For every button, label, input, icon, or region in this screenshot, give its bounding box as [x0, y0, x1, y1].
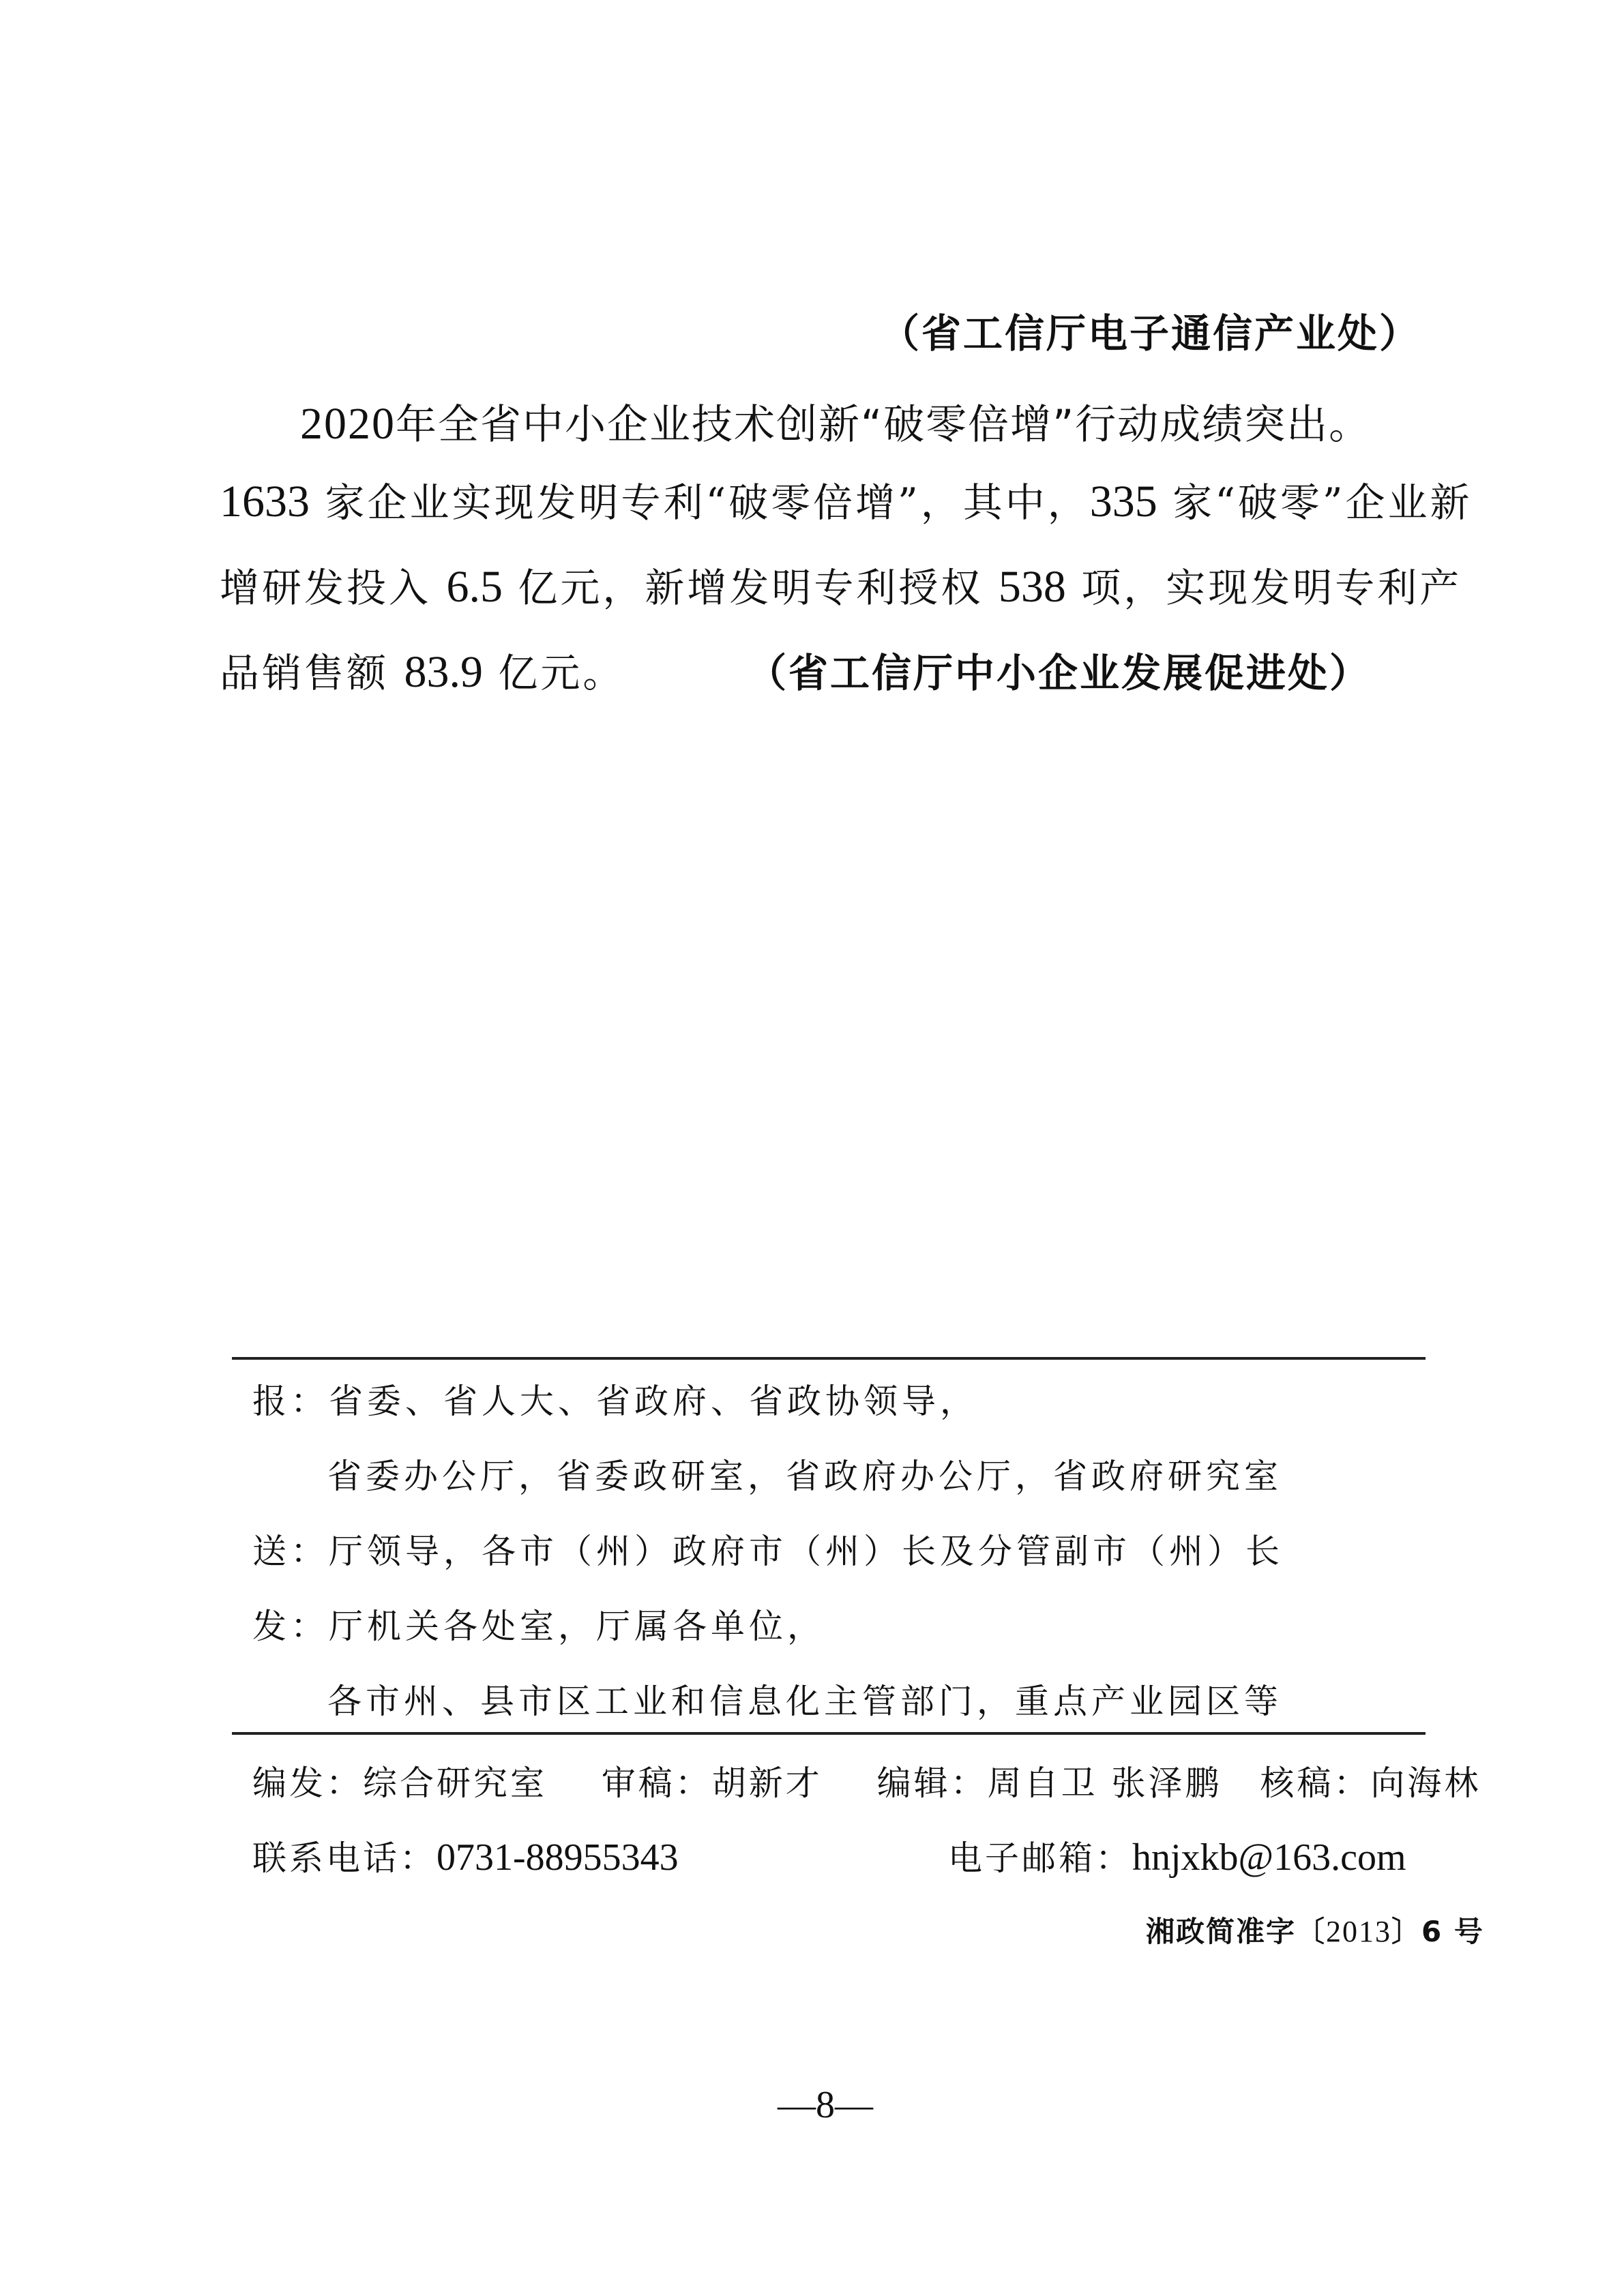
phone-label: 联系电话：	[252, 1838, 437, 1878]
issue-text-1: 厅机关各处室，厅属各单位，	[329, 1607, 825, 1646]
line3-num: 83.9	[404, 647, 483, 697]
send-line	[252, 1524, 1284, 1573]
item1-source: （省工信厅电子通信产业处）	[880, 310, 1421, 357]
checker: 核稿：向海林	[1260, 1763, 1481, 1803]
report-text-1: 省委、省人大、省政府、省政协领导，	[329, 1382, 978, 1421]
line1-text-b: 家“破零”企业新	[1172, 479, 1473, 526]
issue-label: 发：	[252, 1607, 329, 1646]
item2-line-1	[220, 471, 1473, 528]
line2-num2: 538	[998, 562, 1066, 612]
line1-num: 1633	[220, 477, 310, 526]
distribution-top-rule	[232, 1357, 1426, 1360]
item2-line-3	[220, 641, 625, 698]
line3-text-a: 品销售额	[220, 650, 389, 696]
report-label: 报：	[252, 1382, 329, 1421]
permit-suffix: 〕6 号	[1391, 1915, 1484, 1948]
permit-prefix: 湘政简准字〔	[1146, 1915, 1327, 1948]
line3-text-b: 亿元。	[498, 650, 625, 696]
issue-line-2: 各市州、县市区工业和信息化主管部门，重点产业园区等	[327, 1682, 1282, 1721]
item2-headline	[300, 392, 1371, 451]
line1-text-a: 家企业实现发明专利“破零倍增”，其中，	[325, 479, 1090, 526]
report-line-2: 省委办公厅，省委政研室，省政府办公厅，省政府研究室	[327, 1457, 1282, 1496]
line2-text-a: 增研发投入	[220, 565, 432, 611]
headline-text: 年全省中小企业技术创新“破零倍增”行动成绩突出。	[396, 401, 1372, 449]
report-line-1	[252, 1374, 978, 1423]
publisher: 编发：综合研究室	[252, 1763, 547, 1803]
send-label: 送：	[252, 1532, 329, 1571]
phone-number: 0731-88955343	[437, 1836, 679, 1879]
distribution-bottom-rule	[232, 1732, 1426, 1735]
editors: 编辑：周自卫 张泽鹏	[876, 1763, 1222, 1803]
phone-line	[252, 1831, 679, 1880]
item2-line-2	[220, 556, 1462, 613]
email-label: 电子邮箱：	[948, 1838, 1132, 1878]
line2-text-c: 项，实现发明专利产	[1081, 565, 1462, 611]
email-address: hnjxkb@163.com	[1132, 1836, 1406, 1879]
reviewer: 审稿：胡新才	[601, 1763, 823, 1803]
permit-number	[1146, 1909, 1484, 1950]
page-number: —8—	[778, 2084, 873, 2126]
line1-num2: 335	[1089, 477, 1157, 526]
send-text: 厅领导，各市（州）政府市（州）长及分管副市（州）长	[329, 1532, 1284, 1571]
line2-num: 6.5	[446, 562, 503, 612]
headline-year: 2020	[300, 399, 396, 449]
email-line	[948, 1831, 1406, 1880]
editorial-line-1	[252, 1756, 1481, 1805]
permit-year: 2013	[1326, 1915, 1392, 1948]
issue-line-1	[252, 1599, 825, 1648]
line2-text-b: 亿元，新增发明专利授权	[518, 565, 984, 611]
item2-source: （省工信厅中小企业发展促进处）	[747, 650, 1372, 696]
